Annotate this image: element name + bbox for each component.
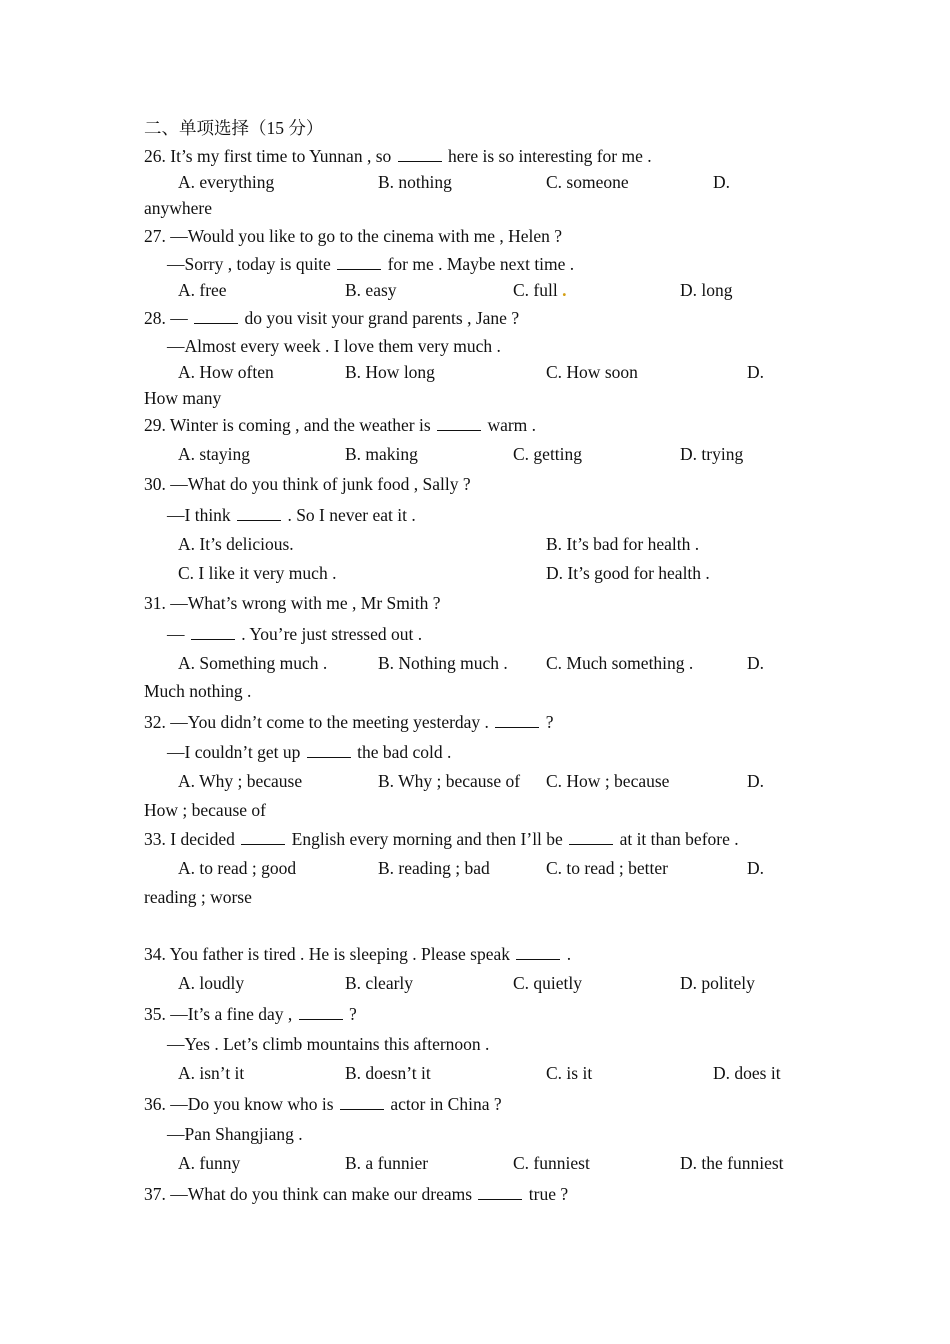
question-33: 33. I decided English every morning and then I’ll be at it than before . [144,829,739,849]
q33-option-d: D. [747,858,765,878]
q32-reply: —I couldn’t get up the bad cold . [167,742,452,762]
question-37: 37. —What do you think can make our dreams true ? [144,1184,569,1204]
accent-dot: . [562,280,567,300]
q28-reply: —Almost every week . I love them very much . [167,336,501,356]
q32-option-b: B. Why ; because of [378,771,521,791]
q36-option-a: A. funny [178,1153,241,1173]
q32-option-c: C. How ; because [546,771,670,791]
q27-option-d: D. long [680,280,733,300]
q28-option-b: B. How long [345,362,435,382]
q36-reply: —Pan Shangjiang . [167,1124,303,1144]
q31-option-d: D. [747,653,765,673]
question-36: 36. —Do you know who is actor in China ? [144,1094,502,1114]
answer-blank [340,1094,384,1110]
q32-option-d-cont: How ; because of [144,800,266,820]
q36-option-c: C. funniest [513,1153,590,1173]
answer-blank [194,308,238,324]
answer-blank [299,1004,343,1020]
q31-option-d-cont: Much nothing . [144,681,252,701]
q28-option-c: C. How soon [546,362,638,382]
q29-option-a: A. staying [178,444,250,464]
question-35: 35. —It’s a fine day , ? [144,1004,357,1024]
q30-option-b: B. It’s bad for health . [546,534,700,554]
q34-option-b: B. clearly [345,973,414,993]
q31-option-a: A. Something much . [178,653,328,673]
q33-option-a: A. to read ; good [178,858,297,878]
question-29: 29. Winter is coming , and the weather is warm . [144,415,537,435]
q26-option-b: B. nothing [378,172,452,192]
question-30: 30. —What do you think of junk food , Sally ? [144,474,471,494]
q36-option-b: B. a funnier [345,1153,429,1173]
q30-option-d: D. It’s good for health . [546,563,710,583]
q31-reply: — . You’re just stressed out . [167,624,423,644]
question-34: 34. You father is tired . He is sleeping . Please speak . [144,944,572,964]
q27-option-a: A. free [178,280,227,300]
q29-option-d: D. trying [680,444,744,464]
q27-reply: —Sorry , today is quite for me . Maybe next time . [167,254,575,274]
answer-blank [307,742,351,758]
question-27: 27. —Would you like to go to the cinema with me , Helen ? [144,226,563,246]
q32-option-a: A. Why ; because [178,771,303,791]
answer-blank [516,944,560,960]
q35-option-c: C. is it [546,1063,593,1083]
q33-option-b: B. reading ; bad [378,858,490,878]
q35-option-a: A. isn’t it [178,1063,245,1083]
q32-option-d: D. [747,771,765,791]
question-26: 26. It’s my first time to Yunnan , so here is so interesting for me . [144,146,652,166]
q34-option-d: D. politely [680,973,755,993]
q29-option-c: C. getting [513,444,583,464]
question-31: 31. —What’s wrong with me , Mr Smith ? [144,593,441,613]
q28-option-d-cont: How many [144,388,222,408]
q27-option-c: C. full . [513,280,567,300]
answer-blank [495,712,539,728]
q35-reply: —Yes . Let’s climb mountains this afternoon . [167,1034,490,1054]
q33-option-c: C. to read ; better [546,858,668,878]
section-title: 二、单项选择（15 分） [144,118,324,138]
q29-option-b: B. making [345,444,418,464]
question-32: 32. —You didn’t come to the meeting yesterday . ? [144,712,554,732]
q34-option-a: A. loudly [178,973,245,993]
q26-option-a: A. everything [178,172,275,192]
q30-option-a: A. It’s delicious. [178,534,294,554]
answer-blank [191,624,235,640]
q34-option-c: C. quietly [513,973,583,993]
q31-option-b: B. Nothing much . [378,653,508,673]
q33-option-d-cont: reading ; worse [144,887,252,907]
q35-option-b: B. doesn’t it [345,1063,431,1083]
q31-option-c: C. Much something . [546,653,694,673]
q26-option-d-cont: anywhere [144,198,213,218]
answer-blank [237,505,281,521]
answer-blank [478,1184,522,1200]
answer-blank [569,829,613,845]
answer-blank [398,146,442,162]
q30-option-c: C. I like it very much . [178,563,337,583]
q30-reply: —I think . So I never eat it . [167,505,416,525]
q35-option-d: D. does it [713,1063,781,1083]
question-28: 28. — do you visit your grand parents , Jane ? [144,308,520,328]
q28-option-d: D. [747,362,765,382]
answer-blank [241,829,285,845]
q28-option-a: A. How often [178,362,274,382]
q26-option-d: D. [713,172,731,192]
q27-option-b: B. easy [345,280,397,300]
answer-blank [337,254,381,270]
q36-option-d: D. the funniest [680,1153,784,1173]
q26-option-c: C. someone [546,172,629,192]
answer-blank [437,415,481,431]
